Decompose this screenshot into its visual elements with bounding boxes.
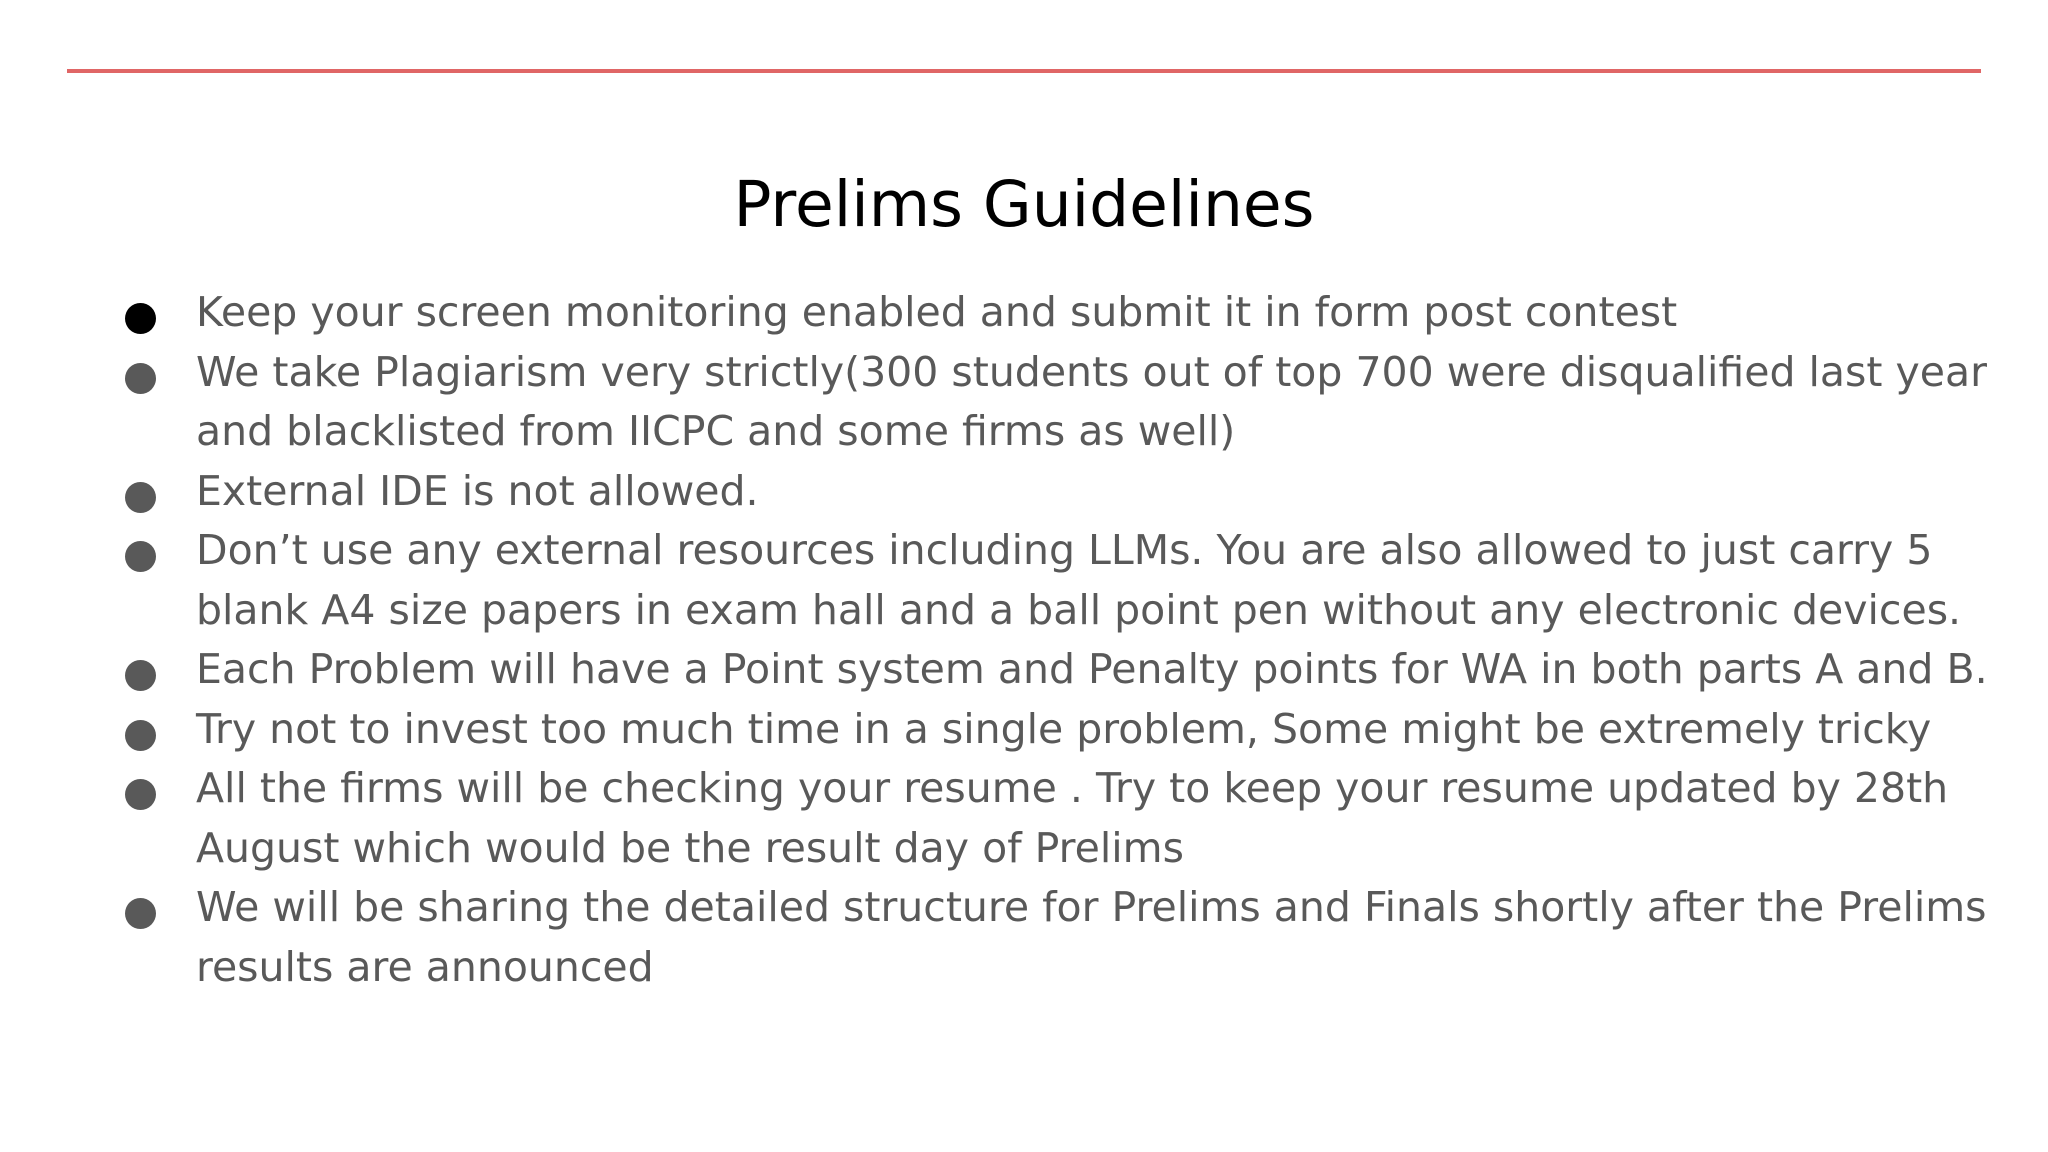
list-item-text: Each Problem will have a Point system and Penalty points for WA in both parts A and B. (196, 645, 1988, 693)
list-item-text: All the firms will be checking your resume . Try to keep your resume updated by 28th August which would be the result day of Prelims (196, 764, 1949, 872)
list-item (0, 700, 2048, 760)
bullet-icon (125, 541, 156, 572)
top-accent-rule (67, 69, 1981, 73)
guidelines-list (0, 283, 2048, 997)
bullet-icon (125, 720, 156, 751)
list-item (0, 343, 2048, 462)
bullet-icon (125, 779, 156, 810)
bullet-icon (125, 898, 156, 929)
list-item-text: Keep your screen monitoring enabled and submit it in form post contest (196, 288, 1678, 336)
list-item-text: We take Plagiarism very strictly(300 students out of top 700 were disqualified last year and blacklisted from IICPC and some firms as well) (196, 347, 1987, 455)
list-item-text: We will be sharing the detailed structure for Prelims and Finals shortly after the Prelims results are announced (196, 883, 1987, 991)
page-title: Prelims Guidelines (733, 168, 1315, 242)
list-item (0, 462, 2048, 522)
list-item (0, 283, 2048, 343)
bullet-icon (125, 482, 156, 513)
bullet-icon (125, 303, 156, 334)
bullet-icon (125, 363, 156, 394)
list-item (0, 521, 2048, 640)
list-item (0, 759, 2048, 878)
list-item (0, 878, 2048, 997)
list-item (0, 640, 2048, 700)
list-item-text: Try not to invest too much time in a single problem, Some might be extremely tricky (196, 704, 1932, 753)
list-item-text: External IDE is not allowed. (196, 466, 759, 515)
bullet-icon (125, 660, 156, 691)
list-item-text: Don’t use any external resources including LLMs. You are also allowed to just carry 5 blank A4 size papers in exam hall and a ball point pen without any electronic devices. (196, 526, 1962, 634)
